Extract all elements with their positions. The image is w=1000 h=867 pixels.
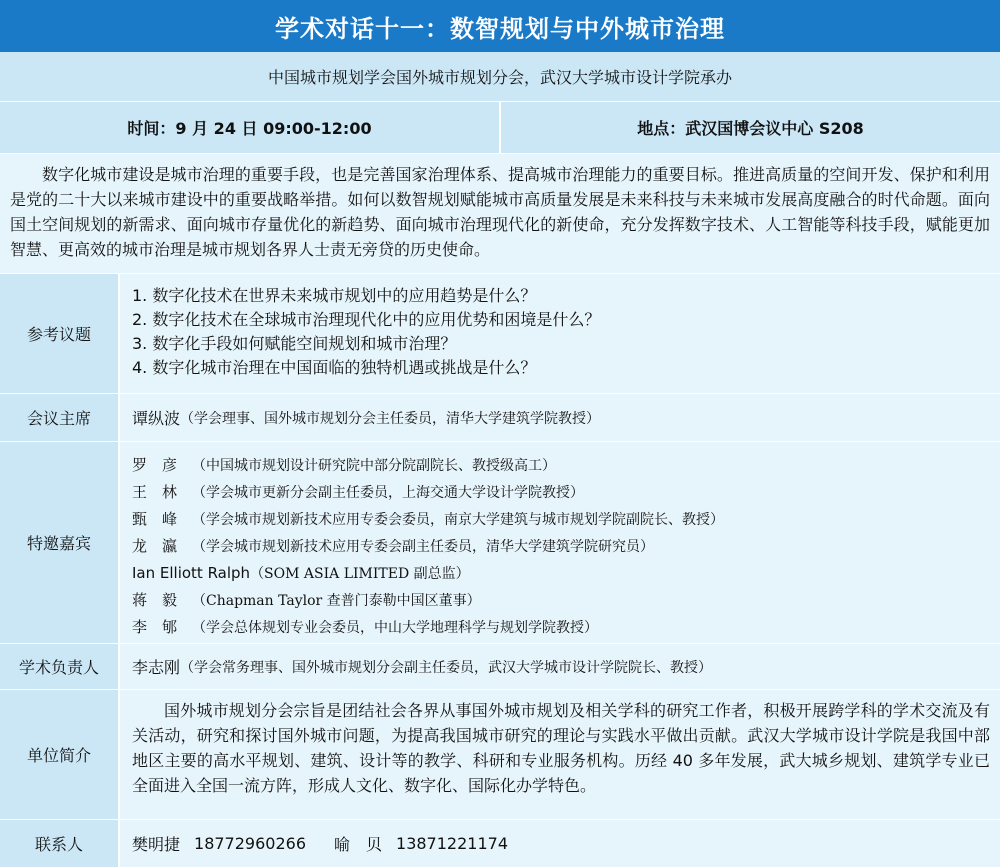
guest-note: （Chapman Taylor 查普门泰勒中国区董事） — [192, 593, 481, 609]
guest-name: 甄 峰 — [132, 510, 178, 528]
guest-item — [132, 614, 1000, 641]
chair-row — [0, 394, 1000, 442]
lead-content — [120, 644, 1000, 689]
lead-row — [0, 644, 1000, 690]
topic-item: 4. 数字化城市治理在中国面临的独特机遇或挑战是什么？ — [132, 358, 537, 377]
guest-name: Ian Elliott Ralph — [132, 564, 251, 582]
contact-person-1: 樊明捷 — [132, 835, 181, 854]
contact-content — [120, 820, 1000, 867]
guest-name: 龙 瀛 — [132, 537, 178, 555]
guest-item — [132, 479, 1000, 506]
guest-name: 王 林 — [132, 483, 178, 501]
guest-note: （学会城市规划新技术应用专委会副主任委员，清华大学建筑学院研究员） — [192, 539, 654, 555]
guest-item — [132, 587, 1000, 614]
guest-name: 罗 彦 — [132, 456, 178, 474]
guests-label: 特邀嘉宾 — [0, 442, 120, 643]
guest-name: 蒋 毅 — [132, 591, 178, 609]
topics-label: 参考议题 — [0, 274, 120, 393]
guest-item — [132, 452, 1000, 479]
lead-note: （学会常务理事、国外城市规划分会副主任委员，武汉大学城市设计学院院长、教授） — [180, 659, 713, 676]
guest-note: （学会城市规划新技术应用专委会委员，南京大学建筑与城市规划学院副院长、教授） — [192, 512, 724, 528]
place-cell: 地点：武汉国博会议中心 S208 — [499, 102, 1000, 153]
contact-row — [0, 820, 1000, 867]
guest-note: （SOM ASIA LIMITED 副总监） — [250, 566, 470, 582]
topics-row — [0, 274, 1000, 394]
lead-name: 李志刚 — [132, 658, 181, 677]
chair-label: 会议主席 — [0, 394, 120, 441]
guests-row — [0, 442, 1000, 644]
contact-label: 联系人 — [0, 820, 120, 867]
chair-content — [120, 394, 1000, 441]
unit-label: 单位简介 — [0, 690, 120, 819]
chair-name: 谭纵波 — [132, 409, 181, 428]
organizer-text: 中国城市规划学会国外城市规划分会，武汉大学城市设计学院承办 — [267, 68, 732, 87]
topic-item: 1. 数字化技术在世界未来城市规划中的应用趋势是什么？ — [132, 286, 537, 305]
guest-note: （中国城市规划设计研究院中部分院副院长、教授级高工） — [192, 458, 556, 474]
contact-person-2: 喻 贝 — [334, 835, 383, 854]
contact-phone-1: 18772960266 — [194, 834, 306, 853]
guest-note: （学会总体规划专业会委员，中山大学地理科学与规划学院教授） — [192, 620, 598, 636]
time-place-row — [0, 102, 1000, 154]
intro-paragraph: 数字化城市建设是城市治理的重要手段，也是完善国家治理体系、提高城市治理能力的重要目标。推进高质量的空间开发、保护和利用是党的二十大以来城市建设中的重要战略举措。如何以数智规划赋能城市高质量发展是未来科技与未来城市发展高度融合的时代命题。面向国土空间规划的新需求、面向城市存量优化的新趋势、面向城市治理现代化的新使命，充分发挥数字技术、人工智能等科技手段，赋能更加智慧、更高效的城市治理是城市规划各界人士责无旁贷的历史使命。 — [0, 154, 1000, 274]
guest-name: 李 郇 — [132, 618, 178, 636]
guest-item — [132, 533, 1000, 560]
page-title: 学术对话十一：数智规划与中外城市治理 — [0, 0, 1000, 52]
contact-phone-2: 13871221174 — [396, 834, 508, 853]
unit-text: 国外城市规划分会宗旨是团结社会各界从事国外城市规划及相关学科的研究工作者，积极开展跨学科的学术交流及有关活动，研究和探讨国外城市问题，为提高我国城市研究的理论与实践水平做出贡献。武汉大学城市设计学院是我国中部地区主要的高水平规划、建筑、设计等的教学、科研和专业服务机构。历经 40 多年发展，武大城乡规划、建筑学专业已全面进入全国一流方阵，形成人文化、数字化、国际化办学特色。 — [132, 701, 990, 795]
guest-item — [132, 506, 1000, 533]
organizer-row — [0, 52, 1000, 102]
unit-row — [0, 690, 1000, 820]
topic-item: 3. 数字化手段如何赋能空间规划和城市治理？ — [132, 334, 457, 353]
guest-note: （学会城市更新分会副主任委员，上海交通大学设计学院教授） — [192, 485, 584, 501]
time-cell: 时间：9 月 24 日 09:00-12:00 — [127, 119, 372, 138]
guest-item — [132, 560, 1000, 587]
lead-label: 学术负责人 — [0, 644, 120, 689]
chair-note: （学会理事、国外城市规划分会主任委员，清华大学建筑学院教授） — [180, 410, 601, 427]
guests-list — [120, 442, 1000, 643]
topics-list — [120, 274, 1000, 393]
topic-item: 2. 数字化技术在全球城市治理现代化中的应用优势和困境是什么？ — [132, 310, 601, 329]
